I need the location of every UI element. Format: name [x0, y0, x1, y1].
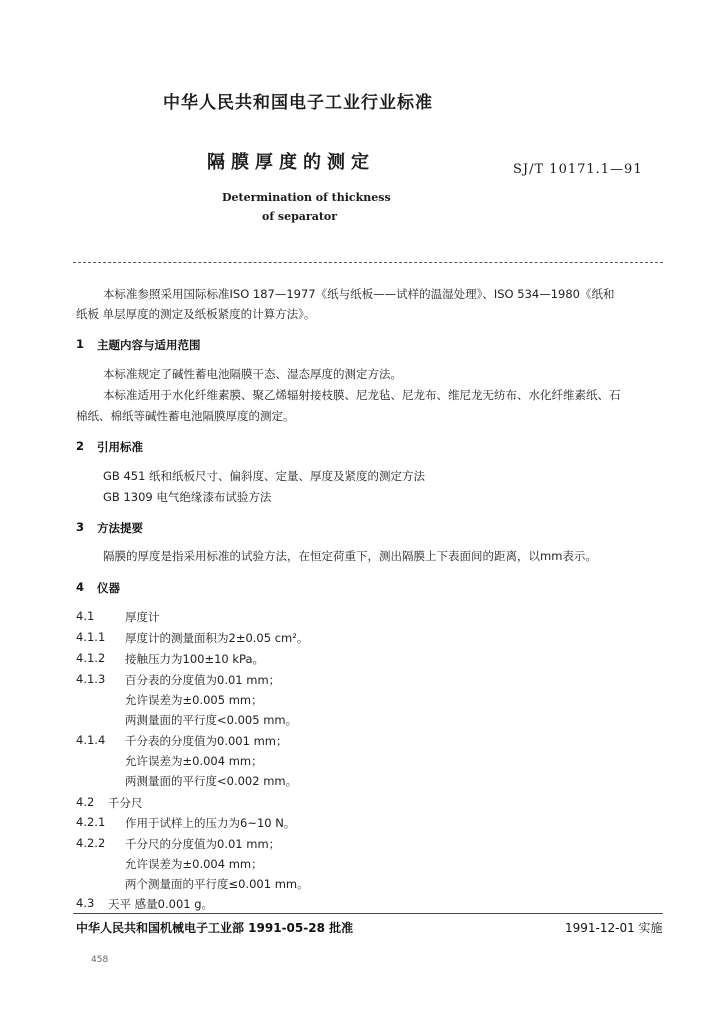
- section-1-paragraph-1: 本标准规定了碱性蓄电池隔膜干态、湿态厚度的测定方法。: [103, 367, 402, 381]
- reference-gb1309: GB 1309 电气绝缘漆布试验方法: [103, 490, 272, 504]
- intro-line-1: 本标准参照采用国际标准ISO 187—1977《纸与纸板——试样的温湿处理》、ISO 534—1980《纸和: [103, 287, 615, 301]
- item-4-1-number: 4.1: [76, 609, 95, 623]
- section-1-paragraph-2-line-2: 棉纸、棉纸等碱性蓄电池隔膜厚度的测定。: [76, 409, 295, 423]
- page-number: 458: [91, 955, 109, 965]
- implementation-date: 1991-12-01 实施: [565, 921, 663, 935]
- section-3-number: 3: [76, 520, 85, 534]
- section-1-number: 1: [76, 337, 85, 351]
- section-4-heading: 仪器: [97, 581, 120, 595]
- section-3-paragraph: 隔膜的厚度是指采用标准的试验方法，在恒定荷重下，测出隔膜上下表面间的距离，以mm表示。: [103, 549, 597, 563]
- item-4-1-4-text: 千分表的分度值为0.001 mm；: [125, 734, 288, 748]
- item-4-2-2-parallelism: 两个测量面的平行度≤0.001 mm。: [125, 877, 309, 891]
- section-3-heading: 方法提要: [97, 521, 143, 535]
- section-1-paragraph-2-line-1: 本标准适用于水化纤维素膜、聚乙烯辐射接枝膜、尼龙毡、尼龙布、维尼龙无纺布、水化纤维素纸、石: [103, 388, 621, 402]
- item-4-2-2-number: 4.2.2: [76, 836, 106, 850]
- approval-line: 中华人民共和国机械电子工业部 1991-05-28 批准: [76, 921, 354, 935]
- item-4-2-2-tolerance: 允许误差为±0.004 mm；: [125, 857, 263, 871]
- english-title-line2: of separator: [262, 210, 338, 223]
- item-4-1-3-text: 百分表的分度值为0.01 mm；: [125, 673, 281, 687]
- item-4-2-1-text: 作用于试样上的压力为6~10 N。: [125, 816, 296, 830]
- item-4-1-4-number: 4.1.4: [76, 733, 106, 747]
- section-2-number: 2: [76, 439, 85, 453]
- item-4-1-2-text: 接触压力为100±10 kPa。: [125, 652, 264, 666]
- intro-line-2: 纸板 单层厚度的测定及纸板紧度的计算方法》。: [76, 307, 316, 321]
- standard-code: SJ/T 10171.1—91: [513, 162, 643, 177]
- item-4-1-3-tolerance: 允许误差为±0.005 mm；: [125, 693, 263, 707]
- item-4-1-3-number: 4.1.3: [76, 672, 106, 686]
- item-4-1-text: 厚度计: [125, 610, 160, 624]
- item-4-1-4-parallelism: 两测量面的平行度<0.002 mm。: [125, 774, 298, 788]
- reference-gb451: GB 451 纸和纸板尺寸、偏斜度、定量、厚度及紧度的测定方法: [103, 469, 426, 483]
- header-divider: [73, 262, 663, 263]
- section-4-number: 4: [76, 580, 85, 594]
- item-4-1-4-tolerance: 允许误差为±0.004 mm；: [125, 754, 263, 768]
- item-4-2-2-text: 千分尺的分度值为0.01 mm；: [125, 837, 281, 851]
- item-4-2-text: 千分尺: [108, 796, 143, 810]
- english-title-line1: Determination of thickness: [222, 191, 391, 204]
- item-4-1-3-parallelism: 两测量面的平行度<0.005 mm。: [125, 713, 298, 727]
- item-4-2-number: 4.2: [76, 795, 95, 809]
- standard-organization: 中华人民共和国电子工业行业标准: [163, 93, 433, 113]
- item-4-3-number: 4.3: [76, 896, 95, 910]
- item-4-3-text: 天平 感量0.001 g。: [108, 897, 214, 911]
- footer-divider: [73, 913, 663, 914]
- item-4-1-1-text: 厚度计的测量面积为2±0.05 cm²。: [125, 631, 309, 645]
- document-title: 隔膜厚度的测定: [207, 152, 375, 173]
- item-4-1-1-number: 4.1.1: [76, 630, 106, 644]
- section-1-heading: 主题内容与适用范围: [97, 338, 201, 352]
- item-4-1-2-number: 4.1.2: [76, 651, 106, 665]
- section-2-heading: 引用标准: [97, 440, 143, 454]
- item-4-2-1-number: 4.2.1: [76, 815, 106, 829]
